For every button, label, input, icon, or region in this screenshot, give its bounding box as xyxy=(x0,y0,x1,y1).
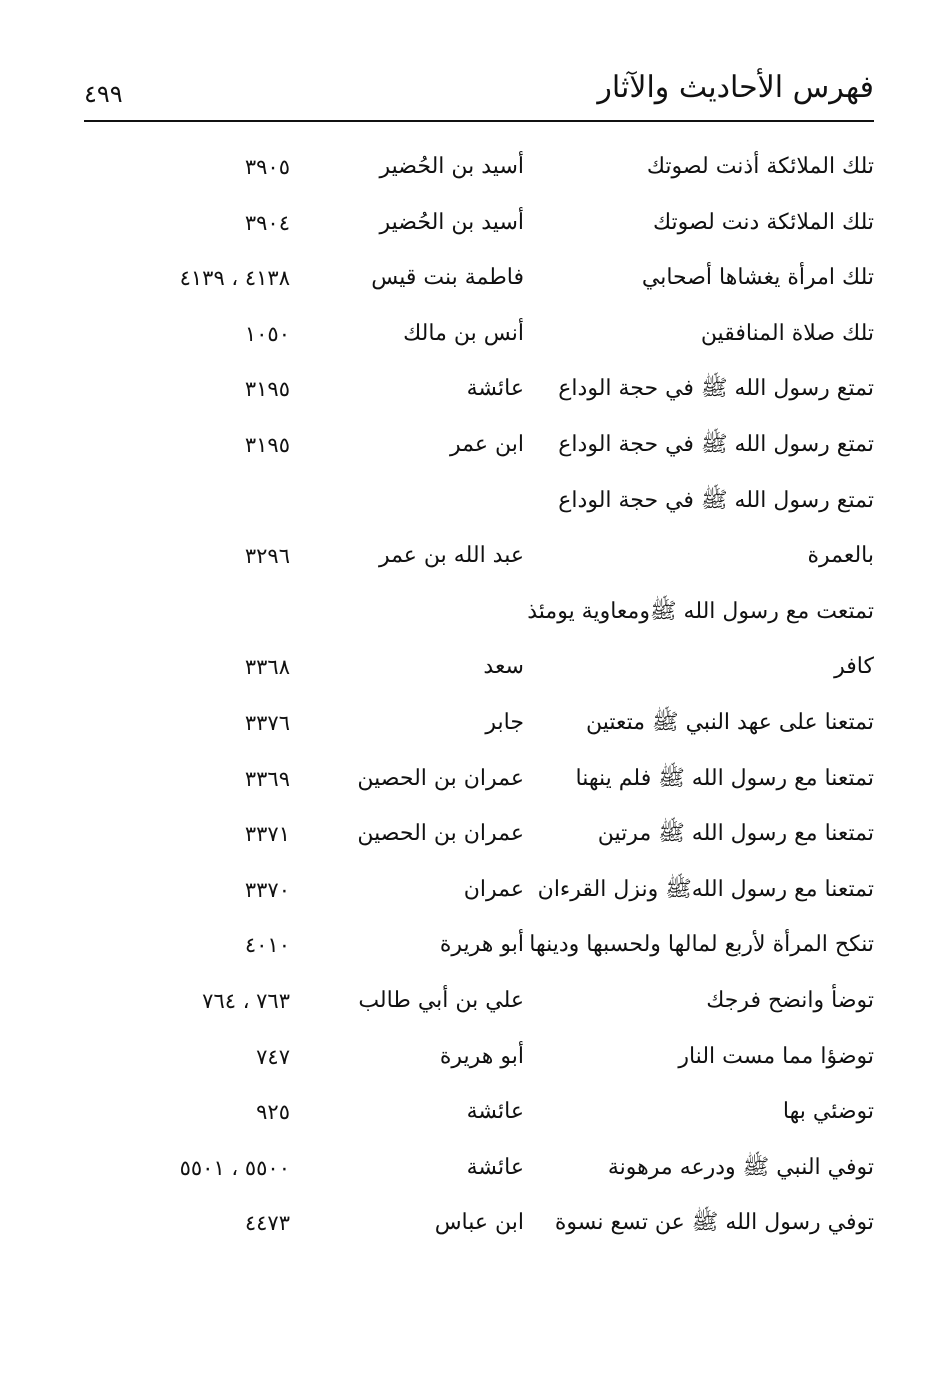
hadith-text: تمتعنا مع رسول اللهﷺ ونزل القرءان xyxy=(537,876,874,902)
table-row xyxy=(0,307,932,363)
table-row xyxy=(0,807,932,863)
hadith-text: تلك صلاة المنافقين xyxy=(700,320,874,346)
hadith-text: توضأ وانضح فرجك xyxy=(706,987,874,1013)
narrator: أسيد بن الحُضير xyxy=(379,154,524,179)
hadith-text: تلك الملائكة دنت لصوتك xyxy=(653,209,874,235)
table-row xyxy=(0,362,932,418)
narrator: سعد xyxy=(483,654,524,680)
hadith-text: تمتعنا مع رسول الله ﷺ فلم ينهنا xyxy=(575,765,874,791)
table-row xyxy=(0,585,932,641)
reference-numbers: ٣٣٦٩ xyxy=(244,766,290,791)
table-row xyxy=(0,918,932,974)
narrator: أنس بن مالك xyxy=(403,320,524,346)
table-row xyxy=(0,251,932,307)
reference-numbers: ٣٣٧١ xyxy=(244,822,290,847)
hadith-text: تمتع رسول الله ﷺ في حجة الوداع xyxy=(558,431,874,457)
header-divider xyxy=(84,120,874,122)
table-row xyxy=(0,640,932,696)
reference-numbers: ٣٩٠٤ xyxy=(244,210,290,235)
index-table xyxy=(0,140,932,1252)
narrator: عمران بن الحصين xyxy=(357,765,524,791)
table-row xyxy=(0,1030,932,1086)
hadith-text: تمتع رسول الله ﷺ في حجة الوداع xyxy=(558,487,874,513)
hadith-text: توفي رسول الله ﷺ عن تسع نسوة xyxy=(554,1210,874,1236)
reference-numbers: ٤٠١٠ xyxy=(244,933,290,958)
reference-numbers: ٣٣٧٦ xyxy=(244,710,290,735)
table-row xyxy=(0,863,932,919)
hadith-text: تمتع رسول الله ﷺ في حجة الوداع xyxy=(558,376,874,402)
table-row xyxy=(0,1141,932,1197)
hadith-text: بالعمرة xyxy=(807,543,874,569)
narrator: فاطمة بنت قيس xyxy=(371,265,524,291)
narrator: علي بن أبي طالب xyxy=(358,987,524,1013)
narrator: أسيد بن الحُضير xyxy=(379,209,524,235)
reference-numbers: ٣٩٠٥ xyxy=(244,155,290,179)
narrator: عائشة xyxy=(466,376,524,402)
hadith-text: كافر xyxy=(834,654,874,680)
reference-numbers: ٤٤٧٣ xyxy=(244,1211,290,1236)
page-title: فهرس الأحاديث والآثار xyxy=(597,70,874,105)
reference-numbers: ١٠٥٠ xyxy=(244,321,290,346)
table-row xyxy=(0,752,932,808)
reference-numbers: ٣٣٧٠ xyxy=(244,877,290,902)
table-row xyxy=(0,196,932,252)
narrator: عمران بن الحصين xyxy=(357,821,524,847)
reference-numbers: ٣٢٩٦ xyxy=(244,544,290,569)
narrator: أبو هريرة xyxy=(439,932,524,958)
narrator: عبد الله بن عمر xyxy=(378,543,524,569)
reference-numbers: ٩٢٥ xyxy=(256,1100,290,1125)
hadith-text: توضؤا مما مست النار xyxy=(678,1043,874,1069)
table-row xyxy=(0,418,932,474)
table-row xyxy=(0,974,932,1030)
hadith-text: تمتعت مع رسول الله ﷺومعاوية يومئذ xyxy=(527,598,874,624)
hadith-text: تنكح المرأة لأربع لمالها ولحسبها ودينها xyxy=(529,932,874,958)
reference-numbers: ٣٣٦٨ xyxy=(244,655,290,680)
hadith-text: توضئي بها xyxy=(782,1099,874,1125)
narrator: جابر xyxy=(485,709,524,735)
reference-numbers: ٣١٩٥ xyxy=(244,377,290,402)
reference-numbers: ٥٥٠٠ ، ٥٥٠١ xyxy=(179,1155,290,1180)
table-row xyxy=(0,696,932,752)
reference-numbers: ٤١٣٨ ، ٤١٣٩ xyxy=(179,266,290,291)
hadith-text: تلك امرأة يغشاها أصحابي xyxy=(641,265,874,291)
hadith-text: تلك الملائكة أذنت لصوتك xyxy=(646,154,874,179)
reference-numbers: ٣١٩٥ xyxy=(244,432,290,457)
hadith-text: تمتعنا على عهد النبي ﷺ متعتين xyxy=(585,709,874,735)
narrator: عائشة xyxy=(466,1099,524,1125)
table-row xyxy=(0,474,932,530)
table-row xyxy=(0,529,932,585)
narrator: ابن عمر xyxy=(450,431,524,457)
narrator: عمران xyxy=(463,876,524,902)
table-row xyxy=(0,1085,932,1141)
hadith-text: توفي النبي ﷺ ودرعه مرهونة xyxy=(607,1154,874,1180)
reference-numbers: ٧٦٣ ، ٧٦٤ xyxy=(202,988,290,1013)
table-row xyxy=(0,140,932,196)
narrator: ابن عباس xyxy=(434,1210,524,1236)
hadith-text: تمتعنا مع رسول الله ﷺ مرتين xyxy=(597,821,874,847)
reference-numbers: ٧٤٧ xyxy=(256,1044,290,1069)
page-number: ٤٩٩ xyxy=(84,80,123,108)
table-row xyxy=(0,1196,932,1252)
narrator: عائشة xyxy=(466,1154,524,1180)
narrator: أبو هريرة xyxy=(439,1043,524,1069)
